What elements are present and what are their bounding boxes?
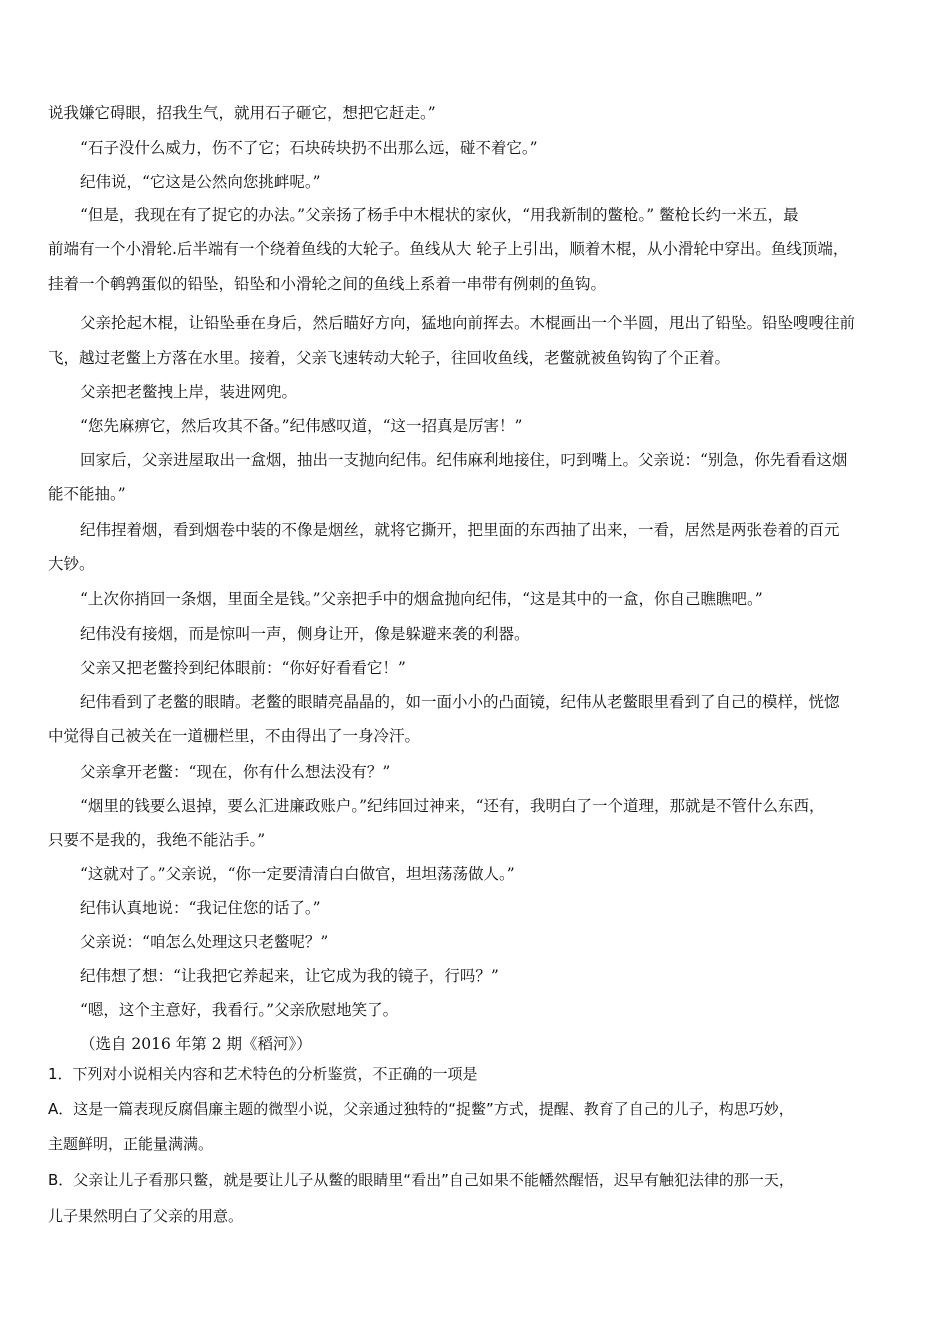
option-a-continued: 主题鲜明，正能量满满。 [48,1135,214,1153]
text-line: 能不能抽。” [48,485,126,503]
question-stem: 1．下列对小说相关内容和艺术特色的分析鉴赏，不正确的一项是 [48,1065,478,1083]
option-b-continued: 儿子果然明白了父亲的用意。 [48,1207,244,1225]
text-line: 纪伟想了想：“让我把它养起来，让它成为我的镜子，行吗？” [80,967,499,985]
text-line: “上次你捎回一条烟，里面全是钱。”父亲把手中的烟盒抛向纪伟，“这是其中的一盒，你自己瞧瞧吧。” [80,590,763,608]
text-line: 说我嫌它碍眼，招我生气，就用石子砸它，想把它赶走。” [48,104,436,122]
text-line: “您先麻痹它，然后攻其不备。”纪伟感叹道，“这一招真是厉害！” [80,417,523,435]
text-line: 纪伟认真地说：“我记住您的话了。” [80,899,321,917]
text-line: 纪伟没有接烟，而是惊叫一声，侧身让开，像是躲避来袭的利器。 [80,625,530,643]
text-line: 前端有一个小滑轮.后半端有一个绕着鱼线的大轮子。鱼线从大 轮子上引出，顺着木棍，从小滑轮中穿出。鱼线顶端， [48,240,849,258]
text-line: “嗯，这个主意好，我看行。”父亲欣慰地笑了。 [80,1001,399,1019]
text-line: 中觉得自己被关在一道栅栏里，不由得出了一身冷汗。 [48,727,421,745]
text-line: 父亲又把老鳖拎到纪体眼前：“你好好看看它！” [80,659,406,677]
text-line: 飞，越过老鳖上方落在水里。接着，父亲飞速转动大轮子，往回收鱼线，老鳖就被鱼钩钩了个正着。 [48,349,731,367]
text-line: 回家后，父亲进屋取出一盒烟，抽出一支抛向纪伟。纪伟麻利地接住，叼到嘴上。父亲说：“别急，你先看看这烟 [80,451,848,469]
text-line: 挂着一个鹌鹑蛋似的铅坠，铅坠和小滑轮之间的鱼线上系着一串带有例刺的鱼钩。 [48,275,607,293]
option-b: B．父亲让儿子看那只鳖，就是要让儿子从鳖的眼睛里“看出”自己如果不能幡然醒悟，迟早有触犯法律的那一天， [48,1171,794,1189]
text-line: 父亲说：“咱怎么处理这只老鳖呢？” [80,933,329,951]
source-citation: （选自 2016 年第 2 期《稻河》） [80,1035,312,1053]
text-line: “石子没什么威力，伤不了它；石块砖块扔不出那么远，碰不着它。” [80,139,538,157]
text-line: 纪伟看到了老鳖的眼睛。老鳖的眼睛亮晶晶的，如一面小小的凸面镜，纪伟从老鳖眼里看到了自己的模样，恍惚 [80,693,840,711]
option-a: A．这是一篇表现反腐倡廉主题的微型小说，父亲通过独特的“捉鳖”方式，提醒、教育了自己的儿子，构思巧妙， [48,1100,794,1118]
text-line: 纪伟说，“它这是公然向您挑衅呢。” [80,173,321,191]
text-line: 父亲把老鳖拽上岸，装进网兜。 [80,383,298,401]
text-line: 大钞。 [48,555,95,573]
text-line: 父亲拿开老鳖：“现在，你有什么想法没有？” [80,763,391,781]
text-line: 父亲抡起木棍，让铅坠垂在身后，然后瞄好方向，猛地向前挥去。木棍画出一个半圆，甩出了铅坠。铅坠嗖嗖往前 [80,314,856,332]
text-line: “烟里的钱要么退掉，要么汇进廉政账户。”纪纬回过神来，“还有，我明白了一个道理，那就是不管什么东西， [80,797,825,815]
text-line: “这就对了。”父亲说，“你一定要清清白白做官，坦坦荡荡做人。” [80,865,515,883]
text-line: 纪伟捏着烟，看到烟卷中装的不像是烟丝，就将它撕开，把里面的东西抽了出来，一看，居然是两张卷着的百元 [80,521,840,539]
text-line: 只要不是我的，我绝不能沾手。” [48,831,266,849]
text-line: “但是，我现在有了捉它的办法。”父亲扬了杨手中木棍状的家伙，“用我新制的鳖枪。” 鳖枪长约一米五，最 [80,206,799,224]
